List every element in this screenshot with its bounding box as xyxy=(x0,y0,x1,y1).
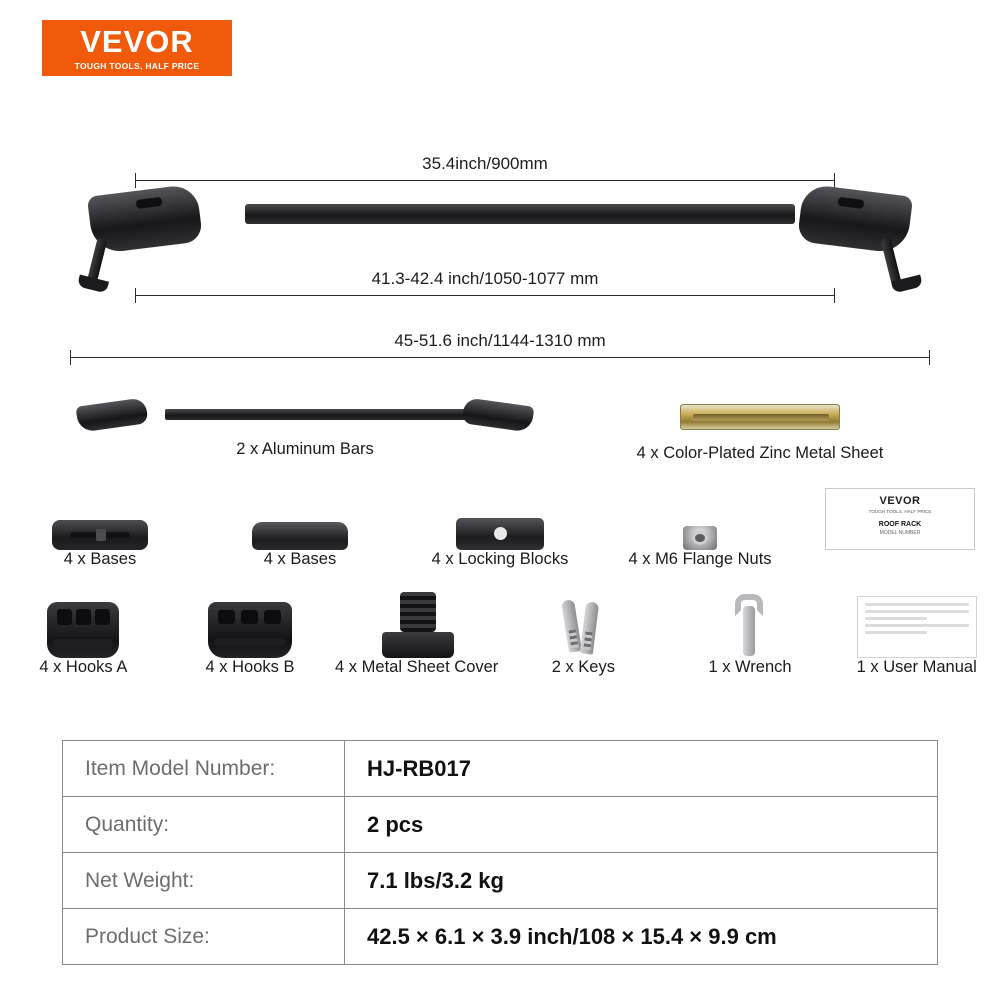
spec-key: Item Model Number: xyxy=(63,741,345,797)
dimension-line-3 xyxy=(70,331,930,358)
part-zinc-metal-sheet xyxy=(560,392,960,463)
manual-heading: ROOF RACK xyxy=(878,521,922,528)
brand-name: VEVOR xyxy=(80,23,194,59)
part-caption: 4 x Hooks B xyxy=(205,658,295,676)
hook-a-icon xyxy=(0,592,167,658)
cover-ribs xyxy=(400,592,436,632)
part-locking-blocks xyxy=(400,484,600,569)
bar-endcap-right xyxy=(462,397,535,432)
manual-tagline: TOUGH TOOLS, HALF PRICE xyxy=(868,509,932,514)
endcap-notch-left xyxy=(136,197,163,209)
hook-b-icon xyxy=(167,592,334,658)
brand-tagline: TOUGH TOOLS, HALF PRICE xyxy=(74,60,200,71)
part-caption: 4 x Hooks A xyxy=(39,658,128,676)
foot-arm-right xyxy=(881,237,902,284)
part-bases-b xyxy=(200,484,400,569)
part-caption: 1 x Wrench xyxy=(708,658,792,676)
keys-icon xyxy=(500,592,667,658)
part-caption: 1 x User Manual xyxy=(856,658,977,676)
dimension-tick-right xyxy=(834,288,835,303)
spec-key: Quantity: xyxy=(63,797,345,853)
spec-key: Product Size: xyxy=(63,909,345,965)
part-flange-nuts xyxy=(600,484,800,569)
vevor-logo xyxy=(42,20,232,76)
part-keys xyxy=(500,592,667,677)
aluminum-bar-icon xyxy=(55,392,555,440)
parts-row-1 xyxy=(0,392,1000,484)
part-bases-a xyxy=(0,484,200,569)
base-a-icon xyxy=(0,484,200,550)
manual-cover-icon xyxy=(800,484,1000,550)
key-1 xyxy=(561,599,582,652)
manual-brand: VEVOR xyxy=(879,495,921,507)
key-2 xyxy=(580,601,599,654)
dimension-tick-right xyxy=(929,350,930,365)
dimension-label-3: 45-51.6 inch/1144-1310 mm xyxy=(394,331,606,350)
user-manual-icon xyxy=(833,592,1000,658)
dimension-tick-left xyxy=(135,288,136,303)
spec-value: 2 pcs xyxy=(345,797,938,853)
dimension-label-2: 41.3-42.4 inch/1050-1077 mm xyxy=(371,269,599,288)
part-user-manual xyxy=(833,592,1000,677)
manual-subheading: MODEL NUMBER xyxy=(879,530,921,536)
cover-base xyxy=(382,632,454,658)
product-diagram xyxy=(0,120,1000,380)
part-caption: 2 x Aluminum Bars xyxy=(236,440,374,458)
part-caption: 4 x Bases xyxy=(63,550,137,568)
bar-tube xyxy=(165,409,495,420)
locking-block-icon xyxy=(400,484,600,550)
mounting-foot-left xyxy=(78,238,128,290)
table-row xyxy=(63,741,938,797)
parts-row-3 xyxy=(0,592,1000,677)
endcap-notch-right xyxy=(837,197,864,209)
table-row xyxy=(63,797,938,853)
mounting-foot-right xyxy=(872,238,922,290)
roof-rack-crossbar xyxy=(70,180,930,310)
table-row xyxy=(63,853,938,909)
specification-table xyxy=(62,740,938,965)
spec-value: 42.5 × 6.1 × 3.9 inch/108 × 15.4 × 9.9 cm xyxy=(345,909,938,965)
part-caption: 4 x M6 Flange Nuts xyxy=(628,550,772,568)
metal-sheet-cover-icon xyxy=(333,592,500,658)
part-aluminum-bars xyxy=(55,392,555,459)
part-metal-sheet-cover xyxy=(333,592,500,677)
block-hole xyxy=(494,527,507,540)
base-latch xyxy=(96,529,106,541)
dimension-line-2 xyxy=(135,269,835,296)
part-caption: 4 x Bases xyxy=(263,550,337,568)
crossbar-tube xyxy=(245,204,795,224)
part-caption: 2 x Keys xyxy=(551,658,615,676)
part-caption: 4 x Locking Blocks xyxy=(431,550,569,568)
bar-endcap-left xyxy=(76,397,149,432)
wrench-icon xyxy=(667,592,834,658)
wrench-handle xyxy=(743,606,755,656)
foot-hook-left xyxy=(77,275,109,294)
part-hooks-b xyxy=(167,592,334,677)
sheet-slot xyxy=(693,414,829,421)
spec-key: Net Weight: xyxy=(63,853,345,909)
part-manual-cover xyxy=(800,484,1000,569)
dimension-tick-left xyxy=(70,350,71,365)
flange-nut-icon xyxy=(600,484,800,550)
base-b-icon xyxy=(200,484,400,550)
part-wrench xyxy=(667,592,834,677)
zinc-metal-sheet-icon xyxy=(680,404,840,430)
nut-thread xyxy=(692,531,708,545)
spec-value: HJ-RB017 xyxy=(345,741,938,797)
part-hooks-a xyxy=(0,592,167,677)
part-caption: 4 x Metal Sheet Cover xyxy=(335,658,499,676)
parts-row-2 xyxy=(0,484,1000,569)
spec-value: 7.1 lbs/3.2 kg xyxy=(345,853,938,909)
part-caption: 4 x Color-Plated Zinc Metal Sheet xyxy=(636,444,884,462)
dimension-label-1: 35.4inch/900mm xyxy=(422,154,548,173)
table-row xyxy=(63,909,938,965)
